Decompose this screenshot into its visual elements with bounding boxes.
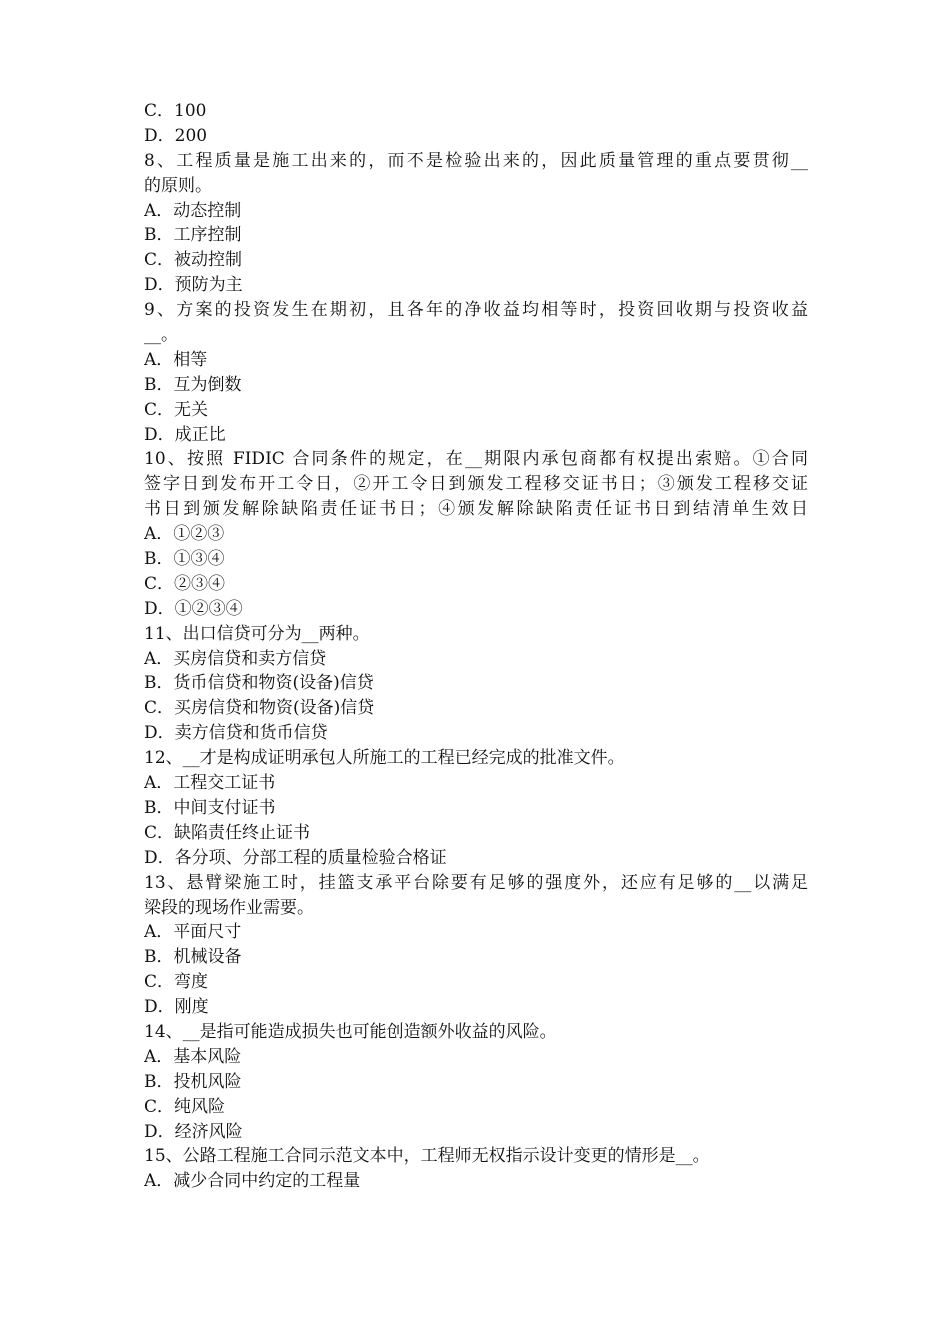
text-line: 15、公路工程施工合同示范文本中，工程师无权指示设计变更的情形是__。 xyxy=(144,1146,710,1167)
text-line: 12、__才是构成证明承包人所施工的工程已经完成的批准文件。 xyxy=(144,748,625,769)
text-line: C．弯度 xyxy=(144,972,209,993)
text-line: C．100 xyxy=(144,101,207,121)
text-line: 的原则。 xyxy=(144,175,212,196)
text-line: A．买房信贷和卖方信贷 xyxy=(144,648,327,669)
text-line: 9、方案的投资发生在期初，且各年的净收益均相等时，投资回收期与投资收益 xyxy=(144,300,808,321)
text-line: C．买房信贷和物资(设备)信贷 xyxy=(144,698,375,719)
text-line: 13、悬臂梁施工时，挂篮支承平台除要有足够的强度外，还应有足够的__以满足 xyxy=(144,872,808,893)
text-line: B．机械设备 xyxy=(144,947,242,968)
text-line: __。 xyxy=(144,325,178,346)
text-line: D．刚度 xyxy=(144,997,209,1018)
text-line: A．动态控制 xyxy=(144,200,242,221)
text-line: 10、按照 FIDIC 合同条件的规定，在__期限内承包商都有权提出索赔。①合同 xyxy=(144,449,808,470)
text-line: A．工程交工证书 xyxy=(144,773,276,794)
text-line: D．卖方信贷和货币信贷 xyxy=(144,723,328,744)
text-line: A．相等 xyxy=(144,349,208,370)
text-line: C．被动控制 xyxy=(144,250,243,271)
text-line: A．减少合同中约定的工程量 xyxy=(144,1171,361,1192)
text-line: C．②③④ xyxy=(144,573,226,594)
text-line: B．工序控制 xyxy=(144,225,242,246)
text-line: A．基本风险 xyxy=(144,1046,242,1067)
text-line: D．①②③④ xyxy=(144,598,243,619)
text-line: 14、__是指可能造成损失也可能创造额外收益的风险。 xyxy=(144,1021,557,1042)
text-line: B．中间支付证书 xyxy=(144,797,276,818)
text-line: B．①③④ xyxy=(144,549,225,570)
text-line: 8、工程质量是施工出来的，而不是检验出来的，因此质量管理的重点要贯彻__ xyxy=(144,150,808,171)
text-line: B．货币信贷和物资(设备)信贷 xyxy=(144,673,374,694)
text-line: 书日到颁发解除缺陷责任证书日；④颁发解除缺陷责任证书日到结清单生效日 xyxy=(144,499,808,520)
text-line: A．①②③ xyxy=(144,524,225,545)
text-line: B．投机风险 xyxy=(144,1071,242,1092)
text-line: 签字日到发布开工令日，②开工令日到颁发工程移交证书日；③颁发工程移交证 xyxy=(144,474,808,495)
text-line: C．无关 xyxy=(144,399,209,420)
text-line: 11、出口信贷可分为__两种。 xyxy=(144,623,370,644)
document-body xyxy=(144,99,808,1194)
text-line: D．预防为主 xyxy=(144,275,243,296)
text-line: D．200 xyxy=(144,125,208,146)
text-line: B．互为倒数 xyxy=(144,374,242,395)
text-line: D．经济风险 xyxy=(144,1121,243,1142)
text-line: C．纯风险 xyxy=(144,1096,226,1117)
text-line: C．缺陷责任终止证书 xyxy=(144,822,311,843)
text-line: A．平面尺寸 xyxy=(144,922,242,943)
text-line: D．成正比 xyxy=(144,424,226,445)
text-line: D．各分项、分部工程的质量检验合格证 xyxy=(144,847,447,868)
text-line: 梁段的现场作业需要。 xyxy=(144,897,314,918)
